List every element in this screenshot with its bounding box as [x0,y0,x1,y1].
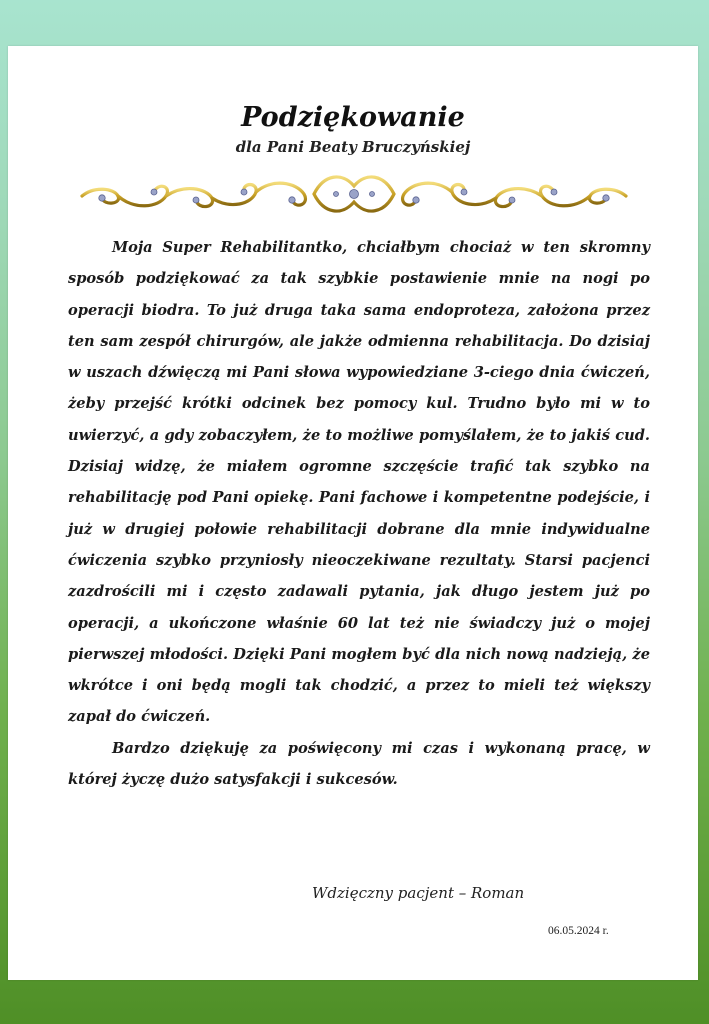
letter-paragraph: Moja Super Rehabilitantko, chciałbym chociaż w ten skromny sposób podziękować za tak szybkie postawienie mnie na nogi po operacji biodra. To już druga taka sama endoproteza, założona przez ten sam zespół chirurgów, ale jakże odmienna rehabilitacja. Do dzisiaj w uszach dźwięczą mi Pani słowa wypowiedziane 3-ciego dnia ćwiczeń, żeby przejść krótki odcinek bez pomocy kul. Trudno było mi w to uwierzyć, a gdy zobaczyłem, że to możliwe pomyślałem, że to jakiś cud. Dzisiaj widzę, że miałem ogromne szczęście trafić tak szybko na rehabilitację pod Pani opiekę. Pani fachowe i kompetentne podejście, i już w drugiej połowie rehabilitacji dobrane dla mnie indywidualne ćwiczenia szybko przyniosły nieoczekiwane rezultaty. Starsi pacjenci zazdrościli mi i często zadawali pytania, jak długo jestem już po operacji, a ukończone właśnie 60 lat też nie świadczy już o mojej pierwszej młodości. Dzięki Pani mogłem być dla nich nową nadzieją, że wkrótce i oni będą mogli tak chodzić, a przez to mieli też większy zapał do ćwiczeń. [68,239,650,726]
date: 06.05.2024 r. [548,925,609,937]
page-title: Podziękowanie [241,102,465,133]
page-subtitle: dla Pani Beaty Bruczyńskiej [235,138,471,156]
signature: Wdzięczny pacjent – Roman [312,884,525,902]
letter-page [8,46,698,980]
gold-filigree-ornament-icon [74,166,634,224]
letter-paragraph: Bardzo dziękuję za poświęcony mi czas i wykonaną pracę, w której życzę dużo satysfakcji i sukcesów. [68,739,650,789]
letter-body [68,232,650,795]
